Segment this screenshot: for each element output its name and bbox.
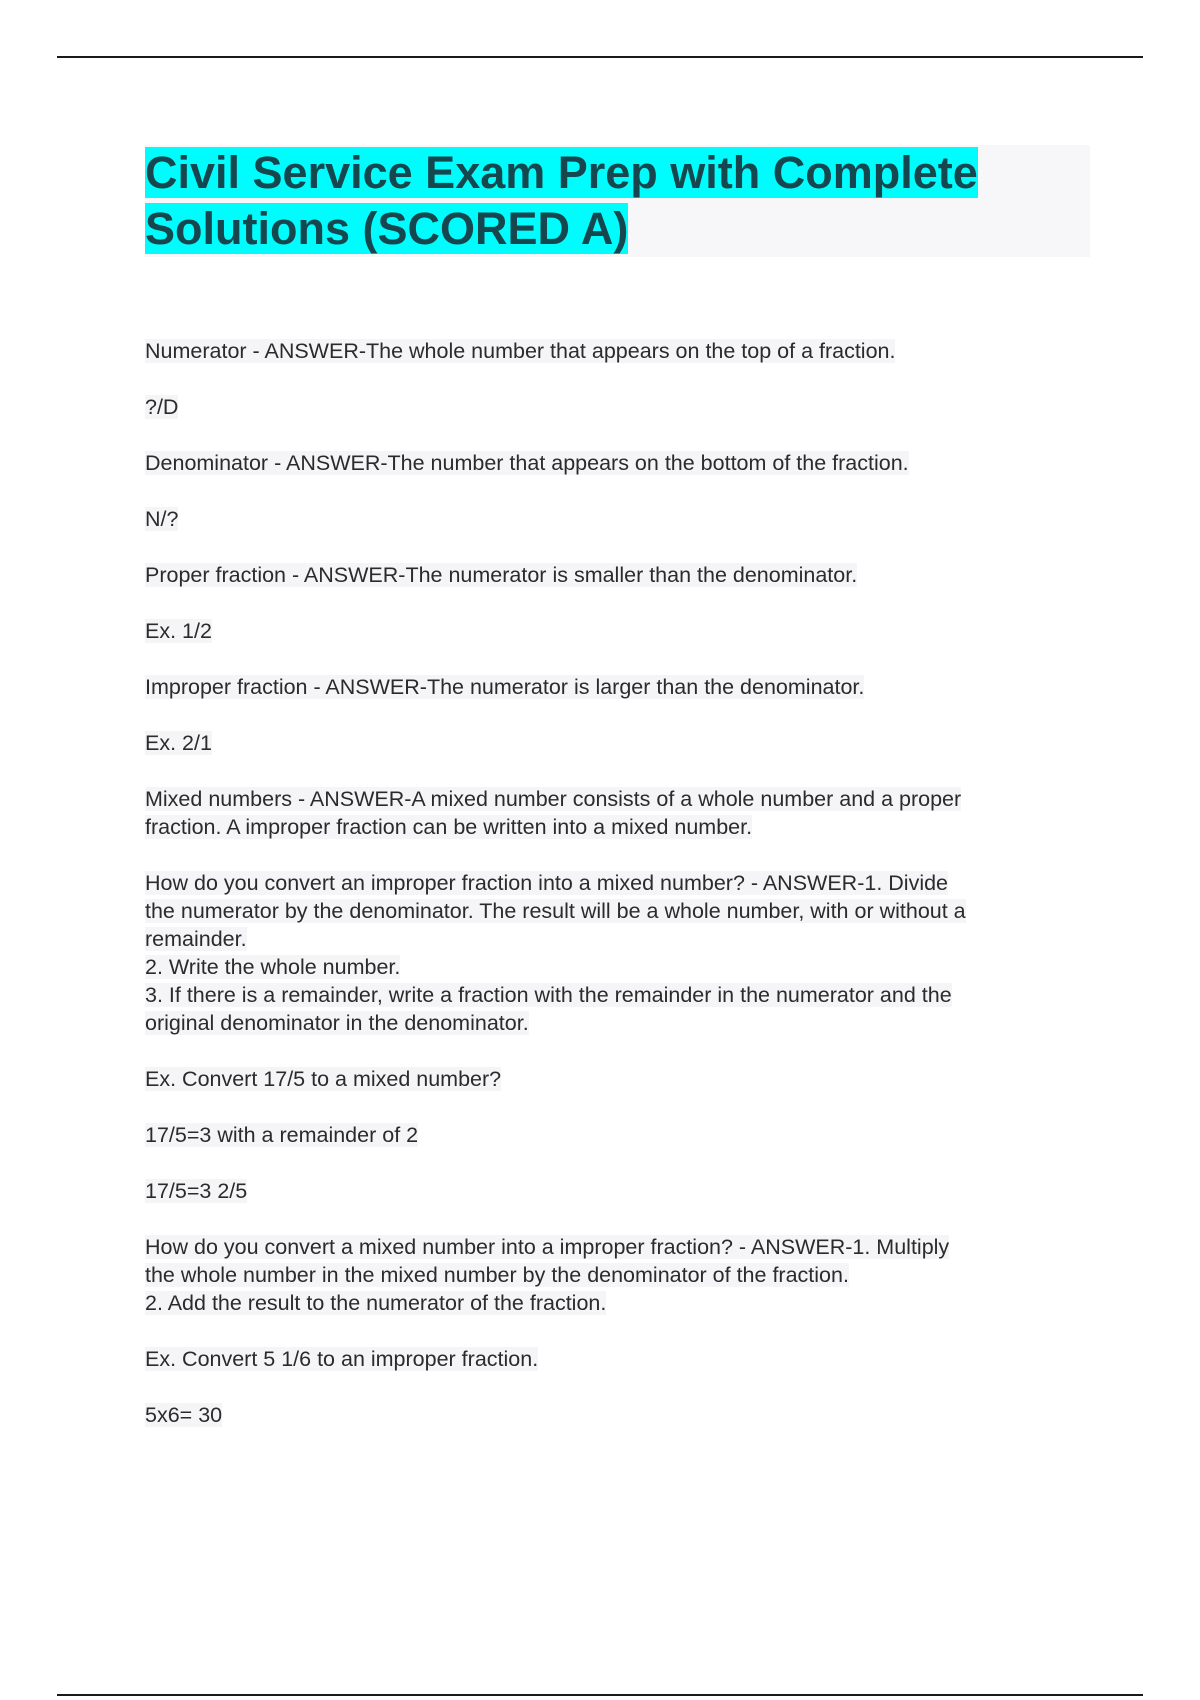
entry-line-wrap [145, 953, 1090, 981]
entry-line: fraction. A improper fraction can be written into a mixed number. [145, 815, 753, 839]
entry-line: 2. Add the result to the numerator of the fraction. [145, 1291, 607, 1315]
entry-line-wrap [145, 505, 1090, 533]
entry-line: Denominator - ANSWER-The number that appears on the bottom of the fraction. [145, 451, 909, 475]
entry-line: Ex. Convert 17/5 to a mixed number? [145, 1067, 502, 1091]
entry-line-wrap [145, 1177, 1090, 1205]
entry-line-wrap [145, 869, 1090, 897]
entry-line-wrap [145, 617, 1090, 645]
entry-line: Mixed numbers - ANSWER-A mixed number consists of a whole number and a proper [145, 787, 962, 811]
qa-entry [145, 673, 1090, 701]
footer-rule [57, 1694, 1143, 1696]
entry-line-wrap [145, 729, 1090, 757]
qa-entry [145, 393, 1090, 421]
entry-line: Numerator - ANSWER-The whole number that appears on the top of a fraction. [145, 339, 896, 363]
entry-line-wrap [145, 981, 1090, 1009]
qa-entry [145, 1401, 1090, 1429]
entry-line-wrap [145, 337, 1090, 365]
title-block [145, 145, 1090, 257]
qa-entry [145, 785, 1090, 841]
entry-line-wrap [145, 785, 1090, 813]
entry-line-wrap [145, 449, 1090, 477]
entry-line: 3. If there is a remainder, write a fraction with the remainder in the numerator and the [145, 983, 952, 1007]
entry-line: N/? [145, 507, 179, 531]
entry-line: 2. Write the whole number. [145, 955, 401, 979]
entry-line-wrap [145, 1233, 1090, 1261]
entry-line: remainder. [145, 927, 247, 951]
entry-line-wrap [145, 673, 1090, 701]
entry-line: Ex. 2/1 [145, 731, 212, 755]
entry-line: How do you convert an improper fraction into a mixed number? - ANSWER-1. Divide [145, 871, 949, 895]
qa-entry [145, 1233, 1090, 1317]
entry-line: Proper fraction - ANSWER-The numerator is smaller than the denominator. [145, 563, 858, 587]
title-line-1: Civil Service Exam Prep with Complete [145, 147, 978, 198]
entry-line-wrap [145, 1345, 1090, 1373]
qa-entry [145, 1345, 1090, 1373]
document-title [145, 145, 1090, 257]
qa-entry [145, 337, 1090, 365]
entry-line: Improper fraction - ANSWER-The numerator is larger than the denominator. [145, 675, 865, 699]
entry-line-wrap [145, 925, 1090, 953]
qa-entry [145, 617, 1090, 645]
entry-line-wrap [145, 393, 1090, 421]
entry-line: 17/5=3 2/5 [145, 1179, 248, 1203]
qa-entry [145, 449, 1090, 477]
entry-line: How do you convert a mixed number into a improper fraction? - ANSWER-1. Multiply [145, 1235, 950, 1259]
qa-entry [145, 1177, 1090, 1205]
qa-entry [145, 561, 1090, 589]
entry-line-wrap [145, 561, 1090, 589]
entry-line-wrap [145, 1121, 1090, 1149]
entry-line: the whole number in the mixed number by the denominator of the fraction. [145, 1263, 849, 1287]
document-body [145, 145, 1090, 1457]
entry-line: the numerator by the denominator. The result will be a whole number, with or without a [145, 899, 966, 923]
qa-entry [145, 505, 1090, 533]
entry-line: original denominator in the denominator. [145, 1011, 529, 1035]
entry-line: 5x6= 30 [145, 1403, 223, 1427]
qa-entry [145, 869, 1090, 1037]
entry-line-wrap [145, 1009, 1090, 1037]
entry-line-wrap [145, 897, 1090, 925]
entry-line-wrap [145, 1289, 1090, 1317]
entry-line: 17/5=3 with a remainder of 2 [145, 1123, 419, 1147]
header-rule [57, 56, 1143, 58]
qa-entries [145, 337, 1090, 1429]
entry-line: Ex. 1/2 [145, 619, 212, 643]
entry-line: Ex. Convert 5 1/6 to an improper fraction. [145, 1347, 539, 1371]
entry-line-wrap [145, 1065, 1090, 1093]
qa-entry [145, 1065, 1090, 1093]
qa-entry [145, 729, 1090, 757]
entry-line-wrap [145, 1401, 1090, 1429]
entry-line-wrap [145, 1261, 1090, 1289]
qa-entry [145, 1121, 1090, 1149]
title-line-2: Solutions (SCORED A) [145, 203, 629, 254]
entry-line-wrap [145, 813, 1090, 841]
entry-line: ?/D [145, 395, 179, 419]
